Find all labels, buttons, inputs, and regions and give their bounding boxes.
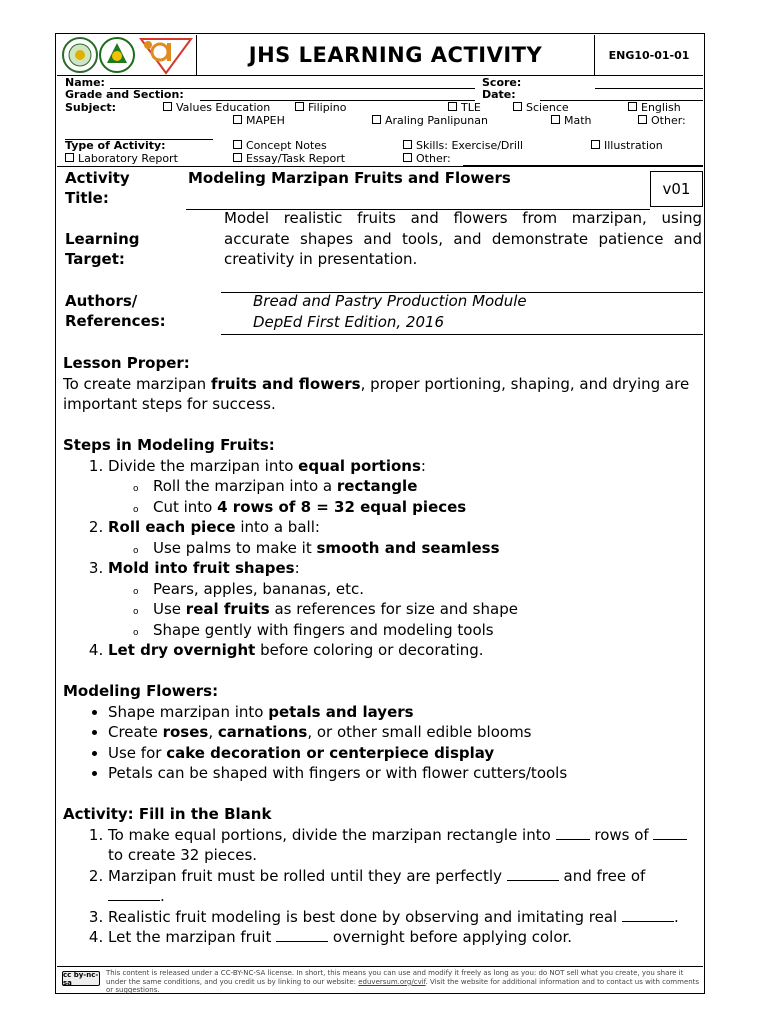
date-label: Date:	[482, 88, 516, 101]
lesson-intro: To create marzipan fruits and flowers, proper portioning, shaping, and drying are important steps for success.	[63, 374, 690, 413]
list-item: o Pears, apples, bananas, etc.	[153, 579, 693, 600]
subject-mapeh[interactable]: MAPEH	[233, 114, 285, 127]
lesson-heading: Lesson Proper:	[63, 354, 190, 372]
blank[interactable]	[653, 827, 687, 840]
score-line[interactable]	[595, 88, 703, 89]
activity-heading: Activity: Fill in the Blank	[63, 805, 272, 823]
type-essay-task-report[interactable]: Essay/Task Report	[233, 152, 345, 165]
list-item: 3. Realistic fruit modeling is best done by observing and imitating real .	[108, 907, 693, 928]
fruit-steps	[63, 456, 693, 661]
list-item: 2. Roll each piece into a ball: o Use palms to make it smooth and seamless	[108, 517, 693, 558]
logo-area	[57, 35, 197, 75]
checkbox[interactable]	[638, 115, 647, 124]
website-link[interactable]: eduversum.org/cvif	[358, 977, 426, 986]
checkbox[interactable]	[233, 153, 242, 162]
list-item: 1. To make equal portions, divide the marzipan rectangle into rows of to create 32 pieces.	[108, 825, 693, 866]
type-laboratory-report[interactable]: Laboratory Report	[65, 152, 178, 165]
subject-english[interactable]: English	[628, 101, 681, 114]
fruits-heading: Steps in Modeling Fruits:	[63, 436, 275, 454]
type-skills[interactable]: Skills: Exercise/Drill	[403, 139, 523, 152]
list-item: • Shape marzipan into petals and layers	[108, 702, 693, 723]
divider	[57, 166, 703, 167]
list-item: 4. Let dry overnight before coloring or decorating.	[108, 640, 693, 661]
footer	[57, 966, 703, 995]
learning-target: Model realistic fruits and flowers from marzipan, using accurate shapes and tools, and demonstrate patience and creativity in presentation.	[224, 209, 702, 268]
checkbox[interactable]	[513, 102, 522, 111]
checkbox[interactable]	[403, 153, 412, 162]
list-item: • Use for cake decoration or centerpiece display	[108, 743, 693, 764]
list-item: o Use palms to make it smooth and seamless	[153, 538, 693, 559]
checkbox[interactable]	[448, 102, 457, 111]
list-item: o Use real fruits as references for size and shape	[153, 599, 693, 620]
type-concept-notes[interactable]: Concept Notes	[233, 139, 327, 152]
divider	[57, 75, 703, 76]
list-item: 2. Marzipan fruit must be rolled until they are perfectly and free of .	[108, 866, 693, 907]
reference-2: DepEd First Edition, 2016	[253, 313, 445, 331]
checkbox[interactable]	[295, 102, 304, 111]
authors-label: Authors/ References:	[65, 292, 166, 330]
activity-title-label: Activity Title:	[65, 169, 130, 207]
blank[interactable]	[108, 888, 160, 901]
blank[interactable]	[556, 827, 590, 840]
list-item: o Cut into 4 rows of 8 = 32 equal pieces	[153, 497, 693, 518]
blank[interactable]	[622, 909, 674, 922]
type-label: Type of Activity:	[65, 139, 166, 152]
name-label: Name:	[65, 76, 105, 89]
activity-title: Modeling Marzipan Fruits and Flowers	[188, 169, 511, 187]
flowers-heading: Modeling Flowers:	[63, 682, 219, 700]
checkbox[interactable]	[628, 102, 637, 111]
flower-list	[63, 702, 693, 784]
type-other[interactable]: Other:	[403, 152, 451, 165]
list-item: • Create roses, carnations, or other small edible blooms	[108, 722, 693, 743]
blank[interactable]	[507, 868, 559, 881]
subject-math[interactable]: Math	[551, 114, 592, 127]
license-text: This content is released under a CC-BY-NC-SA license. In short, this means you can use and modify it freely as long as you: do NOT sell what you create, you share it under the same conditions, and you credit us by linking to our website: eduversum.org/cvif. Visit the website for additional information and to contact us with comments or suggestions.	[106, 969, 700, 994]
document-code: ENG10-01-01	[608, 48, 690, 62]
list-item: 4. Let the marzipan fruit overnight before applying color.	[108, 927, 693, 948]
grade-label: Grade and Section:	[65, 88, 184, 101]
checkbox[interactable]	[65, 153, 74, 162]
score-label: Score:	[482, 76, 522, 89]
list-item: o Shape gently with fingers and modeling tools	[153, 620, 693, 641]
subject-araling-panlipunan[interactable]: Araling Panlipunan	[372, 114, 488, 127]
checkbox[interactable]	[233, 140, 242, 149]
subject-filipino[interactable]: Filipino	[295, 101, 346, 114]
cc-license-badge: cc by-nc-sa	[63, 970, 99, 987]
header	[57, 35, 703, 75]
checkbox[interactable]	[233, 115, 242, 124]
fill-in-blank-questions	[63, 825, 693, 948]
list-item: o Roll the marzipan into a rectangle	[153, 476, 693, 497]
authors-underline	[221, 334, 703, 335]
version-box: v01	[650, 171, 703, 207]
checkbox[interactable]	[403, 140, 412, 149]
subject-label: Subject:	[65, 101, 117, 114]
learning-target-label: Learning Target:	[65, 230, 140, 268]
subject-science[interactable]: Science	[513, 101, 569, 114]
school-seals	[57, 35, 196, 75]
checkbox[interactable]	[372, 115, 381, 124]
list-item: • Petals can be shaped with fingers or with flower cutters/tools	[108, 763, 693, 784]
subject-other[interactable]: Other:	[638, 114, 686, 127]
checkbox[interactable]	[163, 102, 172, 111]
list-item: 3. Mold into fruit shapes: o Pears, apples, bananas, etc. o Use real fruits as references for size and shape o Shape gently with fingers and modeling tools	[108, 558, 693, 640]
lesson-section	[63, 353, 693, 948]
blank[interactable]	[276, 929, 328, 942]
page-title: JHS LEARNING ACTIVITY	[197, 35, 595, 75]
subject-values-education[interactable]: Values Education	[163, 101, 270, 114]
checkbox[interactable]	[551, 115, 560, 124]
list-item: 1. Divide the marzipan into equal portions: o Roll the marzipan into a rectangle o Cut into 4 rows of 8 = 32 equal pieces	[108, 456, 693, 518]
subject-tle[interactable]: TLE	[448, 101, 481, 114]
checkbox[interactable]	[591, 140, 600, 149]
reference-1: Bread and Pastry Production Module	[253, 292, 527, 310]
type-illustration[interactable]: Illustration	[591, 139, 663, 152]
